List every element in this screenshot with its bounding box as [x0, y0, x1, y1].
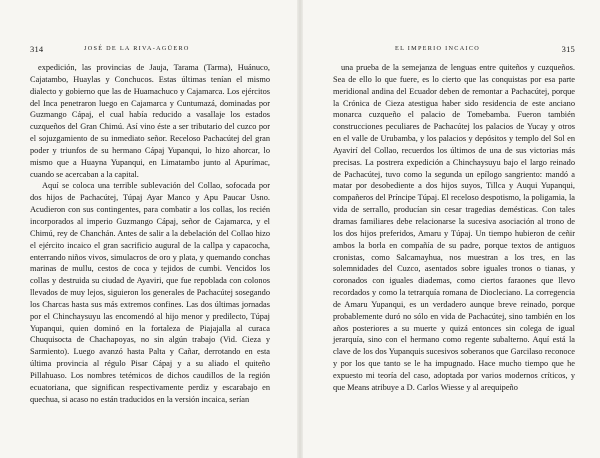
page-number: 315: [561, 44, 575, 54]
paragraph: Aquí se coloca una terrible sublevación del Collao, sofocada por dos hijos de Pachacútej, Túpaj Ayar Manco y Apu Paucar Usno. Acudieron con sus contingentes, para combatir a los collas, los recién incorporados al imperio Guzmango Cápaj, señor de Cajamarca, y el Chimú, rey de Chanchán. Antes de salir a la debelación del Collao hizo el ejército incaico el gran sacrificio augural de la callpa y capacocha, enterrando niños vivos, simulacros de oro y plata, y quemando conchas marinas de mullu, cestos de coca y tejidos de cumbi. Vencidos los collas y destruida su ciudad de Ayaviri, que fue repoblada con colonos llevados de muy lejos, siguieron los generales de Pachacútej sosegando los Charcas hasta sus más extremos confines. Las dos últimas jornadas por el Chinchaysuyu las encomendó al hijo menor y predilecto, Túpaj Yupanqui, quien dominó en la fortaleza de Piajajalla al curaca Chuquisocta de Chachapoyas, no sin algún trabajo (Vid. Cieza y Sarmiento). Luego avanzó hasta Palta y Cañar, derrotando en esta última provincia al régulo Pisar Cápaj y a su aliado el quiteño Pillahuaso. Los nombres tetémicos de dichos caudillos de la región ecuatoriana, que significan respectivamente perdiz y escarabajo en quechua, si acaso no están traducidos en la versión incaica, serían: [30, 181, 270, 404]
left-page-body: [30, 62, 270, 405]
left-page: [0, 0, 297, 458]
running-head: EL IMPERIO INCAICO: [395, 45, 481, 52]
paragraph: una prueba de la semejanza de lenguas entre quiteños y cuzqueños. Sea de ello lo que fuere, es lo cierto que las conquistas por esa parte meridional andina del Ecuador deben de remontar a Pachacútej, porque la Crónica de Cieza atestigua haber sido residencia de este anciano monarca cuzqueño el palacio de Tomebamba. Fueron también construcciones peculiares de Pachacútej los palacios de Yucay y otros en el valle de Urubamba, y los palacios y depósitos y templo del Sol en Ayavirí del Collao, recuerdos los últimos de una de sus victorias más precisas. La postrera expedición a Chinchaysuyu bajo el largo reinado de Pachacútej, tuvo como la segunda un epílogo sangriento: mandó a matar por desobediente a dos hijos suyos, Tillca y Auqui Yupanqui, compañeros del Príncipe Túpaj. El receloso despotismo, la poligamia, la vida de serrallo, producían sin cesar tragedias demésticas. Con tales dramas familiares debe relacionarse la sucesiva asociación al trono de los dos hijos preferidos, Amaru y Túpaj. Un tiempo hubieron de ceñir ambos la borla en compañía de su padre, porque textos de antiguos cronistas, como Salcamayhua, nos muestran a los tres, en las solemnidades del Cuzco, asentados sobre iguales tronos o tianas, y coronados con iguales diademas, como ciertos faraones que llevo recordados y como la tetrarquía romana de Diocleciano. La corregencia de Amaru Yupanqui, es un verdadero aunque breve reinado, porque probablemente duró no sólo en vida de Pachacútej, sino también en los años posteriores a su muerte y quizá entonces sin colega de igual jerarquía, sino con el hermano como regente subalterno. Aquí está la clave de los dos Yupanquis sucesivos soberanos que Garcilaso reconoce y por los que tanto se le ha impugnado. Hace mucho tiempo que he expuesto mi teoría del caso, adoptada por varios modernos críticos, y que Means atribuye a D. Carlos Wiesse y al arequipeño: [333, 63, 575, 392]
running-head: JOSÉ DE LA RIVA-AGÜERO: [84, 45, 190, 52]
right-page-header: [333, 43, 575, 55]
left-page-header: [30, 43, 270, 55]
page-number: 314: [30, 44, 44, 54]
right-page: [303, 0, 600, 458]
paragraph: expedición, las provincias de Jauja, Tarama (Tarma), Huánuco, Cajatambo, Huaylas y Conchucos. Estas últimas tenían el mismo dialecto y gobierno que las de Huamachuco y Cajamarca. Los ejércitos del Inca penetraron luego en Cajamarca y Cuntumazá, dominadas por Guzmango Cápaj, el cual había reducido a vasallaje los estados cuzqueños del Gran Chimú. Así vino éste a ser tributario del cuzco por el sojuzgamiento de su inmediato señor. Receloso Pachacútej del gran poder y triunfos de su hermano Cápaj Yupanqui, lo hizo ahorcar, lo mismo que a Huayna Yupanqui, en Limatambo junto al Apurímac, cuando se acercaban a la capital.: [30, 63, 270, 179]
right-page-body: [333, 62, 575, 394]
